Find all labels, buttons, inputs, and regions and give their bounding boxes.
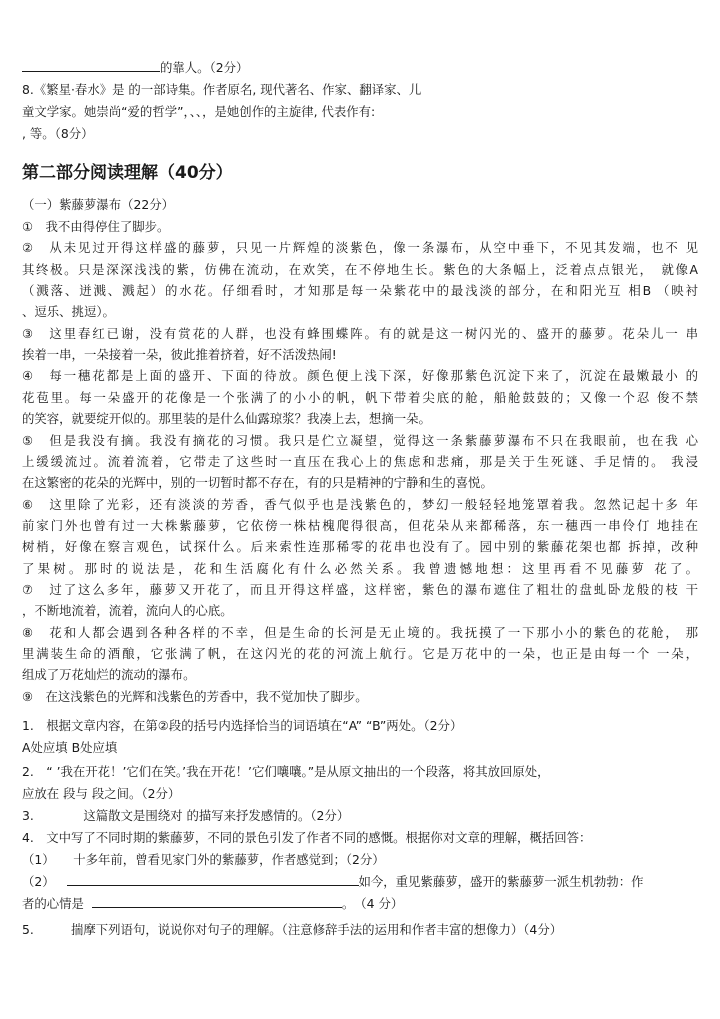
section-title: 第二部分阅读理解（40分） <box>22 163 233 183</box>
q8-line-2: 童文学家。她崇尚“爱的哲学”，、、，是她创作的主旋律, 代表作有: <box>22 104 376 119</box>
answer-blank[interactable] <box>92 895 342 908</box>
passage-line: 挨着一串，一朵接着一朵，彼此推着挤着，好不活泼热闹! <box>22 347 337 363</box>
passage-line: ⑤ 但是我没有摘。我没有摘花的习惯。我只是伫立凝望，觉得这一条紫藤萝瀑布不只在我眼前，也在我 心 <box>22 432 698 448</box>
q7-tail: 的靠人。（2分） <box>160 60 249 75</box>
passage-line: 上缓缓流过。流着流着，它带走了这些时一直压在我心上的焦虑和悲痛，那是关于生死谜、手足情的。 我浸 <box>22 453 698 469</box>
q8-line-3: , 等。（8分） <box>22 126 94 141</box>
passage-line: ⑦ 过了这么多年，藤萝又开花了，而且开得这样盛，这样密，紫色的瀑布遮住了粗壮的盘虬卧龙般的枝 干 <box>22 581 698 597</box>
passage-line: ① 我不由得停住了脚步。 <box>22 219 170 234</box>
passage-line: 前家门外也曾有过一大株紫藤萝，它依傍一株枯槐爬得很高，但花朵从来都稀落，东一穗西一串伶仃 地挂在 <box>22 517 698 533</box>
passage-line: 了果树。那时的说法是，花和生活腐化有什么必然关系。我曾遗憾地想：这里再看不见藤萝 花了。 <box>22 560 698 576</box>
passage-line: 、逗乐、挑逗）。 <box>22 304 115 320</box>
passage-line: ④ 每一穗花都是上面的盛开、下面的待放。颜色便上浅下深，好像那紫色沉淀下来了，沉淀在最嫩最小 的 <box>22 368 698 384</box>
q5-line: 5. 揣摩下列语句，说说你对句子的理解。（注意修辞手法的运用和作者丰富的想像力）（4分） <box>22 922 563 937</box>
q1-line-1: 1. 根据文章内容，在第②段的括号内选择恰当的词语填在“A” “B”两处。（2分） <box>22 718 463 733</box>
q2-line-1: 2. “ ’我在开花！’它们在笑。’我在开花！’它们嚷嚷。”是从原文抽出的一个段落，将其放回原处， <box>22 764 550 779</box>
answer-blank[interactable] <box>22 59 160 72</box>
q4-2b-head: 者的心情是 <box>22 896 84 911</box>
q4-2b-tail: 。 （4 分） <box>341 896 404 911</box>
q1-line-2: A处应填 B处应填 <box>22 740 118 755</box>
passage-line: 组成了万花灿烂的流动的瀑布。 <box>22 667 196 683</box>
passage-line: （溅落、迸溅、溅起）的水花。仔细看时，才知那是每一朵紫花中的最浅淡的部分，在和阳光互 相B （映衬 <box>22 283 698 299</box>
q8-line-1: 8.《繁星·春水》是 的一部诗集。作者原名, 现代著名、作家、翻译家、儿 <box>22 82 422 97</box>
passage-line: ⑥ 这里除了光彩，还有淡淡的芳香，香气似乎也是浅紫色的，梦幻一般轻轻地笼罩着我。忽然记起十多 年 <box>22 496 698 512</box>
passage-line: 花苞里。每一朵盛开的花像是一个张满了的小小的帆，帆下带着尖底的舱，船舱鼓鼓的；又像一个忍 俊不禁 <box>22 389 698 405</box>
q7-answer-line <box>22 58 698 78</box>
q4-2-line <box>22 872 698 892</box>
passage-line: ，不断地流着，流着，流向人的心底。 <box>22 603 233 619</box>
passage-line: ② 从未见过开得这样盛的藤萝，只见一片辉煌的淡紫色，像一条瀑布，从空中垂下，不见其发端，也不 见 <box>22 240 698 256</box>
passage-line: ⑨ 在这浅紫色的光辉和浅紫色的芳香中，我不觉加快了脚步。 <box>22 688 368 704</box>
q4-2-tail: 如今，重见紫藤萝，盛开的紫藤萝一派生机勃勃：作 <box>358 874 644 889</box>
passage-line: 树梢，好像在察言观色，试探什么。后来索性连那稀零的花串也没有了。园中别的紫藤花架也都 拆掉，改种 <box>22 539 698 555</box>
passage-line: 在这繁密的花朵的光辉中，别的一切暂时都不存在，有的只是精神的宁静和生的喜悦。 <box>22 475 493 491</box>
passage-line: 其终极。只是深深浅浅的紫，仿佛在流动，在欢笑，在不停地生长。紫色的大条幅上，泛着点点银光， 就像A <box>22 261 698 277</box>
passage-line: 里满装生命的酒酿，它张满了帆，在这闪光的花的河流上航行。它是万花中的一朵，也正是由每一个 一朵， <box>22 646 698 661</box>
q4-2b-line <box>22 894 698 914</box>
passage-line: 的笑容，就要绽开似的。那里装的是什么仙露琼浆？我凑上去，想摘一朵。 <box>22 411 431 427</box>
answer-blank[interactable] <box>67 873 359 886</box>
q4-line: 4. 文中写了不同时期的紫藤萝，不同的景色引发了作者不同的感慨。根据你对文章的理解，概括回答： <box>22 830 592 845</box>
q3-line: 3. 这篇散文是围绕对 的描写来抒发感情的。（2分） <box>22 808 350 823</box>
passage-heading: （一）紫藤萝瀑布（22分） <box>22 197 175 212</box>
q2-line-2: 应放在 段与 段之间。（2分） <box>22 786 181 801</box>
passage-line: ⑧ 花和人都会遇到各种各样的不幸，但是生命的长河是无止境的。我抚摸了一下那小小的紫色的花舱， 那 <box>22 624 698 640</box>
q4-2-label: （2） <box>22 874 55 889</box>
q4-1-line: （1） 十多年前，曾看见家门外的紫藤萝，作者感觉到；（2分） <box>22 852 385 867</box>
passage-line: ③ 这里春红已谢，没有赏花的人群，也没有蜂围蝶阵。有的就是这一树闪光的、盛开的藤萝。花朵儿一 串 <box>22 325 698 341</box>
